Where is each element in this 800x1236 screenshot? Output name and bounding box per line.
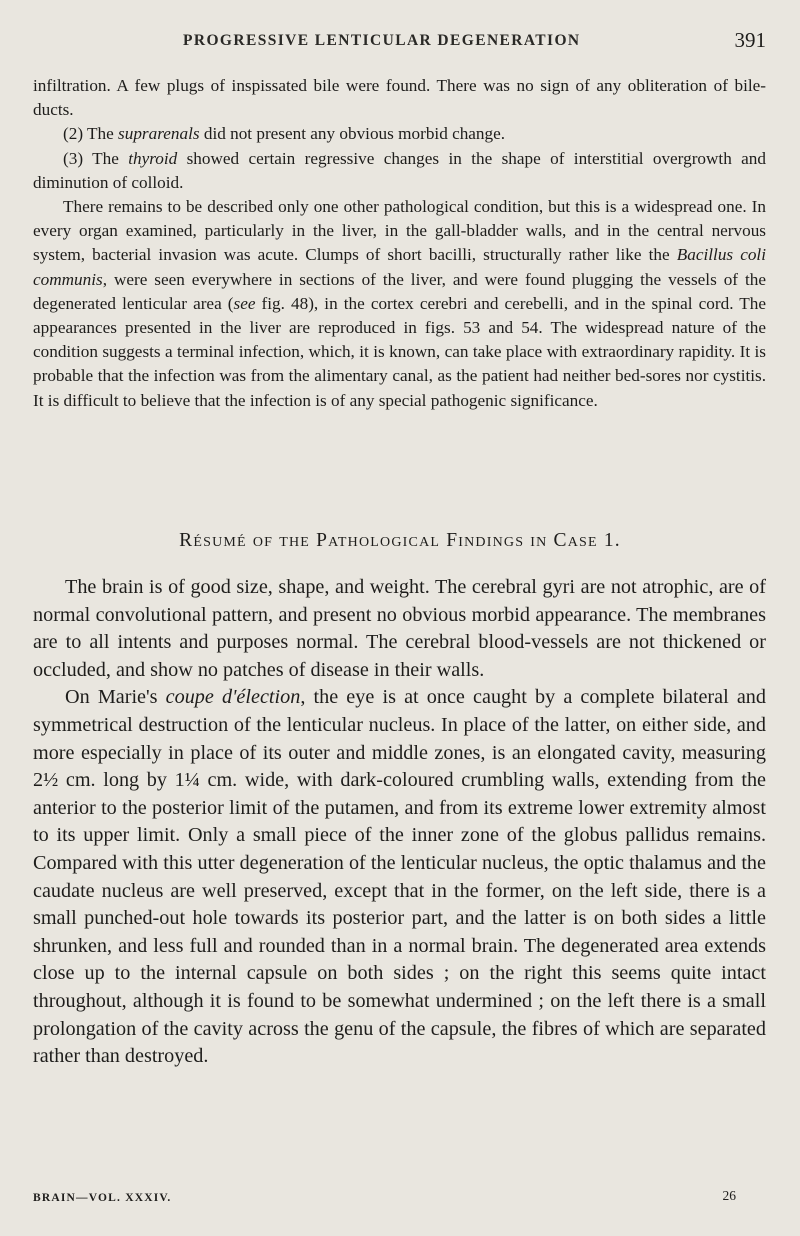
- text-run: The brain is of good size, shape, and weight. The cerebral gyri are not atrophic, are of normal convolutional pattern, and present no obvious morbid appearance. The membranes are to all intents and purposes normal. The cerebral blood-vessels are not thickened or occluded, and show no patches of disease in their walls.: [33, 576, 766, 681]
- paragraph-thyroid: [33, 147, 766, 195]
- page-footer: [33, 1188, 736, 1208]
- text-run: infiltration. A few plugs of inspissated bile were found. There was no sign of any obliteration of bile-ducts.: [33, 76, 766, 120]
- running-title: PROGRESSIVE LENTICULAR DEGENERATION: [183, 32, 581, 49]
- sheet-number: 26: [722, 1188, 736, 1203]
- paragraph-bacterial-invasion: [33, 195, 766, 413]
- italic-term: suprarenals: [118, 124, 200, 144]
- italic-term: Bacillus coli communis: [33, 245, 766, 289]
- text-run: (2) The: [63, 124, 119, 144]
- section-heading: Résumé of the Pathological Findings in Case 1.: [179, 530, 621, 551]
- page-number: 391: [734, 28, 766, 52]
- paragraph-suprarenals: [33, 122, 766, 146]
- paragraph-coupe-election: [33, 684, 766, 1070]
- italic-term: thyroid: [128, 148, 178, 168]
- text-run: fig. 48), in the cortex cerebri and cerebelli, and in the spinal cord. The appearances presented in the liver are reproduced in figs. 53 and 54. The widespread nature of the condition suggests a terminal infection, which, it is known, can take place with extraordinary rapidity. It is probable that the infection was from the alimentary canal, as the patient had neither bed-sores nor cystitis. It is difficult to believe that the infection is of any special pathogenic significance.: [33, 293, 766, 410]
- text-run: did not present any obvious morbid change.: [199, 124, 506, 144]
- resume-text: [33, 574, 766, 1071]
- text-run: , the eye is at once caught by a complete bilateral and symmetrical destruction of the lenticular nucleus. In place of the latter, on either side, and more especially in place of its outer and middle zones, is an elongated cavity, measuring 2½ cm. long by 1¼ cm. wide, with dark-coloured crumbling walls, extending from the anterior to the posterior limit of the putamen, and from its extreme lower extremity almost to its upper limit. Only a small piece of the inner zone of the globus pallidus remains. Compared with this utter degeneration of the lenticular nucleus, the optic thalamus and the caudate nucleus are well preserved, except that in the former, on the left side, there is a small punched-out hole towards its posterior part, and the latter is on both sides a little shrunken, and less full and rounded than in a normal brain. The degenerated area extends close up to the internal capsule on both sides ; on the right this seems quite intact throughout, although it is found to be somewhat undermined ; on the left there is a small prolongation of the cavity across the genu of the capsule, the fibres of which are separated rather than destroyed.: [33, 686, 766, 1068]
- text-run: (3) The: [63, 148, 129, 168]
- text-run: showed certain regressive changes in the shape of interstitial overgrowth and diminution of colloid.: [33, 148, 766, 192]
- text-run: On Marie's: [65, 686, 166, 709]
- continuation-text: [33, 74, 766, 413]
- text-run: There remains to be described only one other pathological condition, but this is a widespread one. In every organ examined, particularly in the liver, in the gall-bladder walls, and in the central nervous system, bacterial invasion was acute. Clumps of short bacilli, structurally rather like the: [33, 197, 766, 265]
- italic-term: see: [233, 293, 256, 313]
- page-header: [33, 28, 766, 54]
- italic-term: coupe d'élection: [165, 686, 301, 709]
- paragraph-liver-continuation: [33, 74, 766, 122]
- paragraph-brain-appearance: [33, 574, 766, 684]
- signature-mark: BRAIN—VOL. XXXIV.: [33, 1192, 172, 1204]
- text-run: , were seen everywhere in sections of the liver, and were found plugging the vessels of the degenerated lenticular area (: [33, 269, 766, 313]
